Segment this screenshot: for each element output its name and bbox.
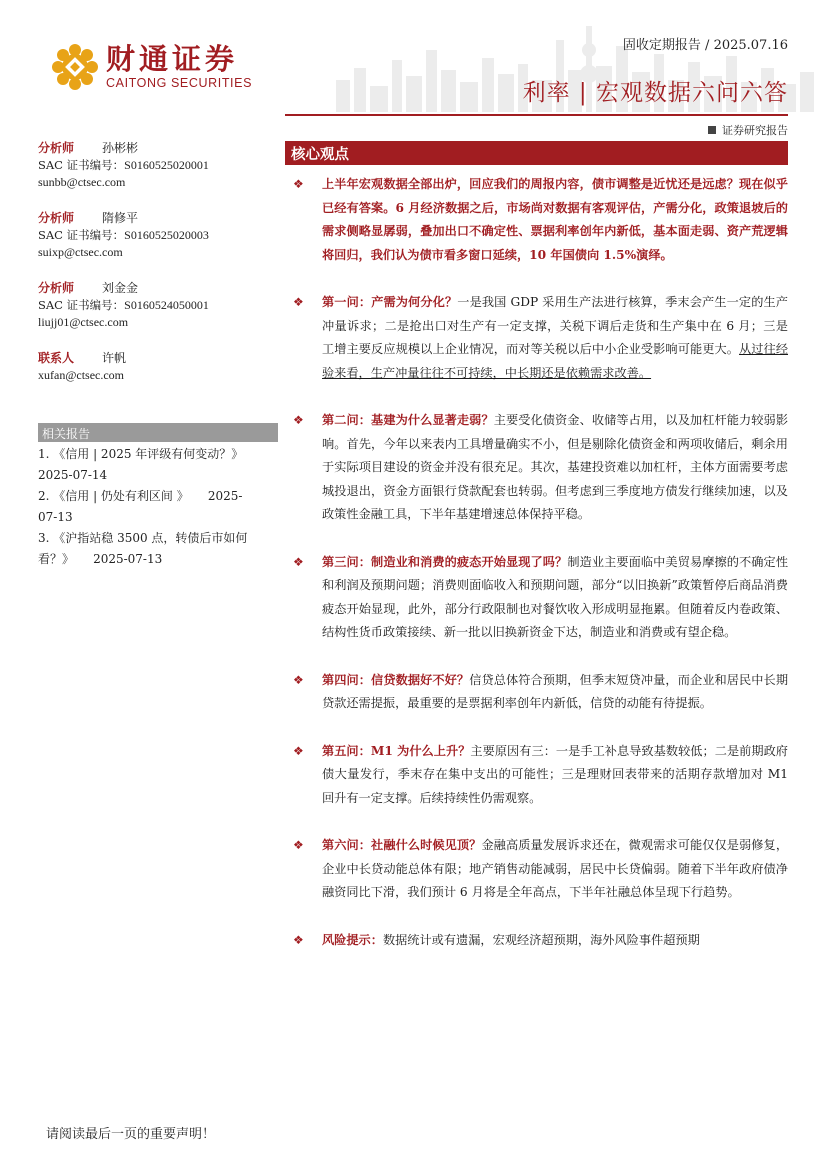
analyst-name: 隋修平: [102, 211, 139, 225]
intro-text: 上半年宏观数据全部出炉，回应我们的周报内容，债市调整是近忧还是远虑？现在似乎已经有答案。6 月经济数据之后，市场尚对数据有客观评估，产需分化，政策退坡后的需求侧略显孱弱，叠加出口不确定性、票据利率创年内新低，基本面走弱、资产荒逻辑将回归，我们认为债市看多窗口延续，10 年国债向 1.5%演绎。: [322, 177, 788, 262]
diamond-bullet-icon: ❖: [293, 413, 304, 427]
analyst-card: [38, 208, 278, 261]
core-views-title: 核心观点: [285, 141, 788, 165]
analyst-role: 分析师: [38, 281, 75, 295]
diamond-bullet-icon: ❖: [293, 554, 304, 569]
question-heading: 第四问：信贷数据好不好？: [322, 672, 470, 687]
question-body: 主要受化债资金、收储等占用，以及加杠杆能力较弱影响。首先，今年以来表内工具增量确实不小，但是剔除化债资金和两项收储后，剩余用于实际项目建设的资金并没有很充足。其次，基建投资难以加杠杆，主体方面需要考虑城投退出，资金方面银行贷款配套也转弱。但考虑到三季度地方债发行继续加速，以及政策性金融工具，下半年基建增速总体保持平稳。: [322, 413, 789, 521]
report-type: [708, 122, 788, 138]
disclaimer-notice: 请阅读最后一页的重要声明！: [46, 1127, 216, 1142]
analyst-card: [38, 278, 278, 331]
contact-card: [38, 348, 278, 384]
analyst-email[interactable]: sunbb@ctsec.com: [38, 175, 126, 189]
related-reports-title: 相关报告: [38, 423, 278, 442]
sac-label: SAC 证书编号：: [38, 158, 125, 172]
square-icon: [708, 126, 716, 134]
question-heading: 第三问：制造业和消费的疲态开始显现了吗？: [322, 554, 568, 569]
contact-name: 许帆: [102, 351, 127, 365]
analyst-sidebar: [38, 138, 278, 401]
sac-number: S0160525020001: [124, 158, 209, 172]
brand-name-en: CAITONG SECURITIES: [106, 76, 253, 90]
sac-label: SAC 证书编号：: [38, 298, 125, 312]
contact-role: 联系人: [38, 351, 75, 365]
related-report-line: 07-13: [38, 510, 73, 524]
report-type-label: 证券研究报告: [722, 124, 788, 137]
caitong-logo: [52, 44, 252, 90]
question-point: [293, 409, 788, 527]
analyst-email[interactable]: suixp@ctsec.com: [38, 245, 123, 259]
related-report-line: 看？》 2025-07-13: [38, 552, 163, 566]
related-report-line: 2025-07-14: [38, 468, 108, 482]
question-body: 一是我国 GDP 采用生产法进行核算，季末会产生一定的生产冲量诉求；二是抢出口对生产有一定支撑，关税下调后走货和生产集中在 6 月；三是工增主要反应规模以上企业情况，而对等关税以后中小企业受影响可能更大。: [322, 295, 788, 356]
question-heading: 第二问：基建为什么显著走弱？: [322, 413, 494, 427]
sac-number: S0160525020003: [124, 228, 209, 242]
diamond-bullet-icon: ❖: [293, 838, 304, 852]
analyst-role: 分析师: [38, 211, 75, 225]
diamond-bullet-icon: ❖: [293, 932, 304, 947]
question-heading: 第五问：M1 为什么上升？: [322, 743, 471, 758]
question-body: 主要原因有三：一是手工补息导致基数较低；二是前期政府债大量发行，季末存在集中支出的可能性；三是理财回表带来的活期存款增加对 M1 回升有一定支撑。后续持续性仍需观察。: [322, 743, 788, 805]
question-point: [293, 291, 788, 385]
question-point: [293, 669, 788, 716]
analyst-card: [38, 138, 278, 191]
question-underlined: 从过往经验来看，生产冲量往往不可持续，中长期还是依赖需求改善。: [322, 342, 789, 380]
caitong-logo-icon: [52, 44, 98, 90]
question-point: [293, 551, 788, 645]
diamond-bullet-icon: ❖: [293, 295, 304, 309]
related-report-item[interactable]: [38, 444, 278, 486]
analyst-role: 分析师: [38, 141, 75, 155]
question-point: [293, 740, 788, 811]
related-report-line: 1. 《信用 | 2025 年评级有何变动？》: [38, 447, 244, 461]
question-body: 信贷总体符合预期，但季末短贷冲量，而企业和居民中长期贷款还需提振，最重要的是票据利率创年内新低，信贷的动能有待提振。: [322, 672, 789, 710]
question-point: [293, 834, 788, 905]
question-body: 金融高质量发展诉求还在，微观需求可能仅仅是弱修复，企业中长贷动能总体有限；地产销售动能减弱，居民中长贷偏弱。随着下半年政府债净融资同比下滑，我们预计 6 月将是全年高点，下半年社融总体呈现下行趋势。: [322, 838, 789, 899]
risk-heading: 风险提示：: [322, 932, 383, 947]
intro-point: [293, 173, 788, 267]
header-divider: [285, 114, 788, 116]
diamond-bullet-icon: ❖: [293, 743, 304, 758]
report-title: 利率 | 宏观数据六问六答: [522, 80, 788, 106]
diamond-bullet-icon: ❖: [293, 177, 304, 191]
related-reports: [38, 423, 278, 570]
brand-name-cn: 财通证券: [106, 42, 239, 76]
analyst-email[interactable]: liujj01@ctsec.com: [38, 315, 129, 329]
contact-email[interactable]: xufan@ctsec.com: [38, 368, 125, 382]
analyst-name: 孙彬彬: [102, 141, 139, 155]
sac-label: SAC 证书编号：: [38, 228, 125, 242]
related-report-item[interactable]: [38, 528, 278, 570]
question-body: 制造业主要面临中美贸易摩擦的不确定性和利润及预期问题；消费则面临收入和预期问题，部分“以旧换新”政策暂停后商品消费疲态开始显现，此外，部分行政限制也对餐饮收入形成明显拖累。但随着反内卷政策、结构性货币政策接续、新一批以旧换新资金下达，制造业和消费或有望企稳。: [322, 554, 789, 639]
related-report-item[interactable]: [38, 486, 278, 528]
question-heading: 第六问：社融什么时候见顶？: [322, 838, 482, 852]
core-views-list: [293, 173, 788, 952]
risk-point: [293, 929, 788, 953]
report-meta: 固收定期报告 / 2025.07.16: [622, 38, 788, 53]
related-report-line: 3. 《沪指站稳 3500 点，转债后市如何: [38, 531, 248, 545]
risk-body: 数据统计或有遗漏，宏观经济超预期，海外风险事件超预期: [382, 932, 700, 947]
related-report-line: 2. 《信用 | 仍处有利区间 》 2025-: [38, 489, 243, 503]
question-heading: 第一问：产需为何分化？: [322, 295, 458, 309]
sac-number: S0160524050001: [124, 298, 209, 312]
analyst-name: 刘金金: [102, 281, 139, 295]
diamond-bullet-icon: ❖: [293, 672, 304, 687]
